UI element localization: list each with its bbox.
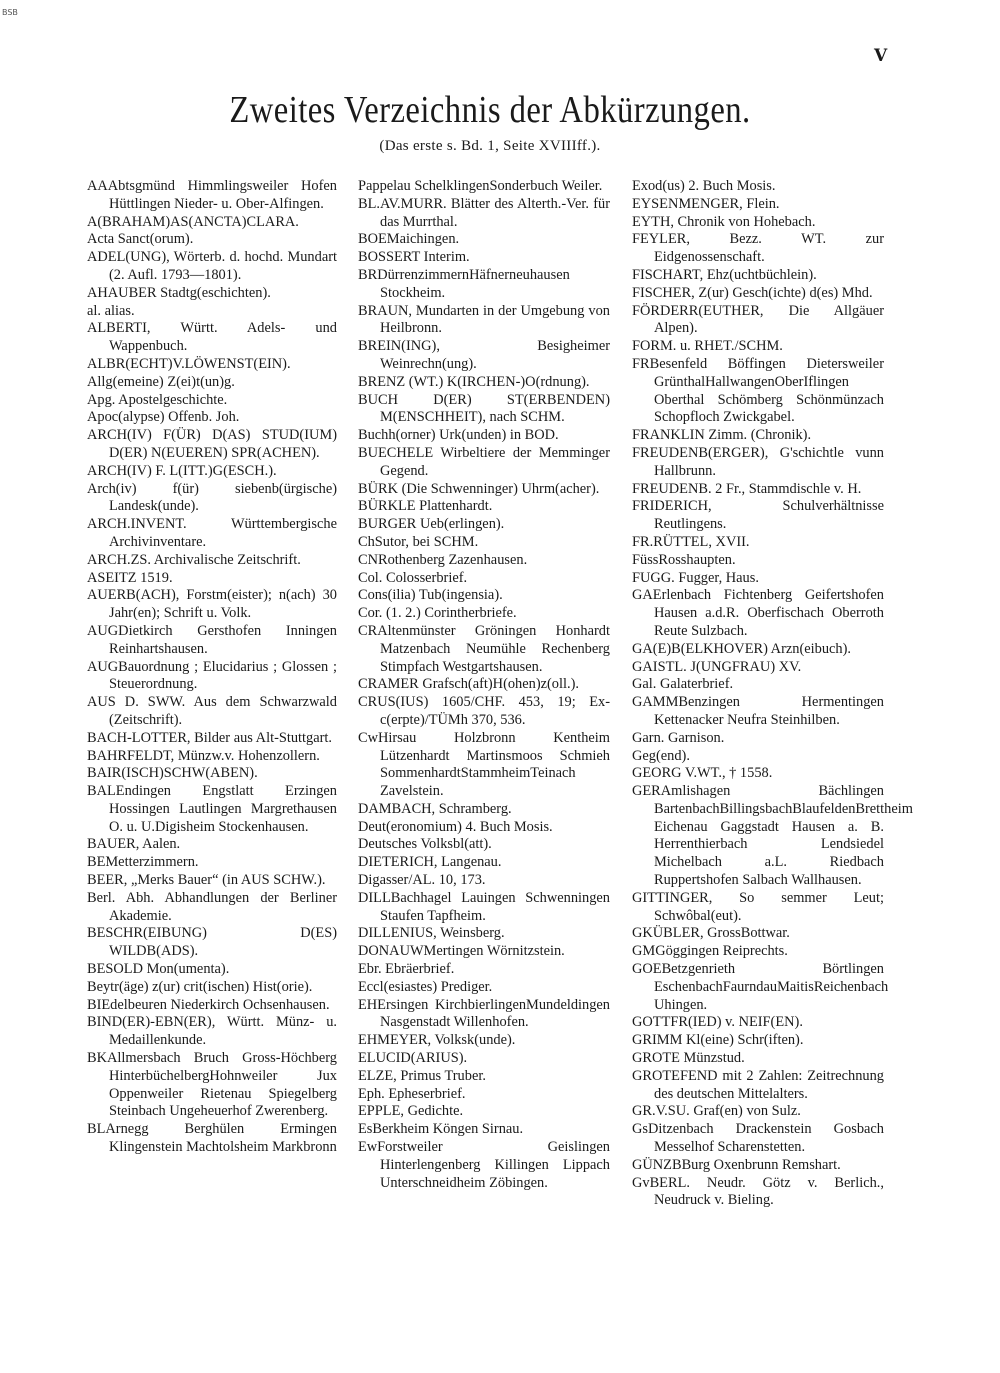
abbreviation-entry: GROTEFEND mit 2 Zahlen: Zeitrechnung des deutschen Mittelalters. (632, 1067, 884, 1102)
abbreviation-entry: FÖRDERR(EUTHER, Die Allgäuer Alpen). (632, 302, 884, 337)
abbreviation-entry: FEYLER, Bezz. WT. zur Eidgenossenschaft. (632, 231, 884, 266)
abbreviation-entry: DIETERICH, Langenau. (358, 854, 502, 871)
abbreviation-entry: BKAllmersbach Bruch Gross-Höchberg HinterbüchelbergHohnweiler Jux Oppenweiler Rietenau Spiegelberg Steinbach Ungeheuerhof Zwerenberg. (87, 1050, 337, 1120)
abbreviation-entry: BOEMaichingen. (358, 231, 460, 248)
abbreviation-entry: FüssRosshaupten. (632, 551, 736, 568)
abbreviation-entry: EwForstweiler Geislingen Hinterlengenberg Killingen Lippach Unterschneidheim Zöbingen. (358, 1139, 610, 1191)
abbreviation-entry: Cor. (1. 2.) Corintherbriefe. (358, 605, 517, 622)
abbreviation-entry: FISCHART, Ehz(uchtbüchlein). (632, 266, 817, 283)
abbreviation-column-2 (358, 178, 610, 1192)
abbreviation-entry: BAHRFELDT, Münzw.v. Hohenzollern. (87, 747, 320, 764)
abbreviation-entry: ALBR(ECHT)V.LÖWENST(EIN). (87, 355, 291, 372)
abbreviation-entry: Ebr. Ebräerbrief. (358, 961, 455, 978)
abbreviation-entry: AUERB(ACH), Forstm(eister); n(ach) 30 Jahr(en); Schrift u. Volk. (87, 587, 337, 622)
abbreviation-entry: Berl. Abh. Abhandlungen der Berliner Akademie. (87, 889, 337, 924)
abbreviation-entry: Apoc(alypse) Offenb. Joh. (87, 409, 240, 426)
abbreviation-entry: BESOLD Mon(umenta). (87, 961, 230, 978)
abbreviation-entry: AUGBauordnung ; Elucidarius ; Glossen ; Steuerordnung. (87, 658, 337, 693)
abbreviation-entry: BALEndingen Engstlatt Erzingen Hossingen Lautlingen Margrethausen O. u. U.Digisheim Stockenhausen. (87, 783, 337, 835)
abbreviation-entry: Gal. Galaterbrief. (632, 676, 734, 693)
abbreviation-entry: GRIMM Kl(eine) Schr(iften). (632, 1032, 804, 1049)
abbreviation-entry: ADEL(UNG), Wörterb. d. hochd. Mundart (2. Aufl. 1793—1801). (87, 249, 337, 283)
abbreviation-entry: BIND(ER)-EBN(ER), Württ. Münz- u. Medaillenkunde. (87, 1014, 337, 1049)
abbreviation-entry: GsDitzenbach Drackenstein Gosbach Messelhof Scharenstetten. (632, 1121, 884, 1156)
abbreviation-entry: Exod(us) 2. Buch Mosis. (632, 178, 776, 194)
abbreviation-entry: ARCH(IV) F. L(ITT.)G(ESCH.). (87, 462, 277, 479)
abbreviation-entry: ARCH.ZS. Archivalische Zeitschrift. (87, 551, 301, 568)
abbreviation-entry: DILLBachhagel Lauingen Schwenningen Staufen Tapfheim. (358, 889, 610, 924)
abbreviation-entry: ELUCID(ARIUS). (358, 1050, 468, 1067)
page-title: Zweites Verzeichnis der Abkürzungen. (229, 89, 751, 131)
abbreviation-entry: BLArnegg Berghülen Ermingen Klingenstein Machtolsheim Markbronn (87, 1121, 337, 1156)
abbreviation-entry: GvBERL. Neudr. Götz v. Berlich., Neudruck v. Bieling. (632, 1174, 884, 1209)
abbreviation-entry: GROTE Münzstud. (632, 1050, 745, 1067)
abbreviation-entry: EsBerkheim Köngen Sirnau. (358, 1121, 524, 1138)
abbreviation-entry: CNRothenberg Zazenhausen. (358, 551, 528, 568)
abbreviation-entry: EHErsingen KirchbierlingenMundeldingen Nasgenstadt Willenhofen. (358, 996, 610, 1031)
abbreviation-entry: Digasser/AL. 10, 173. (358, 872, 486, 889)
abbreviation-entry: DONAUWMertingen Wörnitzstein. (358, 943, 565, 960)
abbreviation-entry: CRUS(IUS) 1605/CHF. 453, 19; Ex-c(erpte)/TÜMh 370, 536. (358, 694, 610, 728)
abbreviation-column-1 (87, 178, 337, 1157)
abbreviation-entry: BESCHR(EIBUNG) D(ES) WILDB(ADS). (87, 925, 337, 960)
abbreviation-entry: CwHirsau Holzbronn Kentheim Lützenhardt Martinsmoos Schmieh SommenhardtStammheimTeinach Zavelstein. (358, 729, 610, 800)
abbreviation-entry: BAIR(ISCH)SCHW(ABEN). (87, 765, 258, 782)
abbreviation-entry: GR.V.SU. Graf(en) von Sulz. (632, 1103, 801, 1120)
abbreviation-entry: GAErlenbach Fichtenberg Geifertshofen Hausen a.d.R. Oberfischach Oberroth Reute Sulzbach. (632, 587, 884, 639)
abbreviation-entry: EYSENMENGER, Flein. (632, 195, 780, 212)
abbreviation-entry: EPPLE, Gedichte. (358, 1103, 464, 1120)
abbreviation-entry: BREIN(ING), Besigheimer Weinrechn(ung). (358, 338, 610, 372)
abbreviation-entry: GAISTL. J(UNGFRAU) XV. (632, 658, 802, 675)
abbreviation-entry: Col. Colosserbrief. (358, 569, 468, 586)
abbreviation-entry: GKÜBLER, GrossBottwar. (632, 925, 790, 942)
abbreviation-entry: A(BRAHAM)AS(ANCTA)CLARA. (87, 213, 299, 230)
abbreviation-entry: Pappelau SchelklingenSonderbuch Weiler. (358, 178, 603, 194)
abbreviation-entry: FREUDENB. 2 Fr., Stammdischle v. H. (632, 480, 862, 497)
abbreviation-entry: BRDürrenzimmernHäfnerneuhausen Stockheim. (358, 266, 570, 301)
abbreviation-entry: ChSutor, bei SCHM. (358, 533, 479, 550)
abbreviation-entry: GEORG V.WT., † 1558. (632, 765, 773, 782)
abbreviation-entry: AUS D. SWW. Aus dem Schwarzwald (Zeitschrift). (87, 694, 337, 728)
abbreviation-entry: GMGöggingen Reiprechts. (632, 943, 788, 960)
abbreviation-entry: GAMMBenzingen Hermentingen Kettenacker Neufra Steinhilben. (632, 694, 884, 728)
page-subtitle: (Das erste s. Bd. 1, Seite XVIIIff.). (379, 138, 601, 154)
abbreviation-entry: BACH-LOTTER, Bilder aus Alt-Stuttgart. (87, 729, 333, 746)
abbreviation-entry: GÜNZBBurg Oxenbrunn Remshart. (632, 1156, 841, 1173)
abbreviation-entry: GERAmlishagen Bächlingen BartenbachBillingsbachBlaufeldenBrettheim Eichenau Gaggstadt Hausen a. B. Herrenthierbach Lendsiedel Michelbach a.L. Riedbach Ruppertshofen Salbach Wallhausen. (632, 783, 913, 889)
abbreviation-entry: ALBERTI, Württ. Adels- und Wappenbuch. (87, 320, 337, 355)
abbreviation-entry: CRAMER Grafsch(aft)H(ohen)z(oll.). (358, 676, 579, 693)
abbreviation-entry: CRAltenmünster Gröningen Honhardt Matzenbach Neumühle Rechenberg Stimpfach Westgartshausen. (358, 622, 610, 675)
abbreviation-entry: EHMEYER, Volksk(unde). (358, 1032, 516, 1049)
abbreviation-entry: BOSSERT Interim. (358, 249, 470, 266)
abbreviation-entry: AAAbtsgmünd Himmlingsweiler Hofen Hüttlingen Nieder- u. Ober-Alfingen. (87, 178, 337, 212)
abbreviation-entry: BEER, „Merks Bauer“ (in AUS SCHW.). (87, 872, 326, 889)
abbreviation-entry: FRANKLIN Zimm. (Chronik). (632, 427, 812, 444)
abbreviation-entry: BRAUN, Mundarten in der Umgebung von Heilbronn. (358, 302, 610, 337)
abbreviation-entry: FR.RÜTTEL, XVII. (632, 533, 750, 550)
abbreviation-entry: Arch(iv) f(ür) siebenb(ürgische) Landesk(unde). (87, 480, 337, 515)
abbreviation-entry: Deutsches Volksbl(att). (358, 836, 492, 853)
abbreviation-entry: Eph. Epheserbrief. (358, 1085, 466, 1102)
abbreviation-column-3 (632, 178, 913, 1210)
abbreviation-entry: BURGER Ueb(erlingen). (358, 516, 505, 533)
abbreviation-entry: GOEBetzgenrieth Börtlingen EschenbachFaurndauMaitisReichenbach Uhingen. (632, 961, 889, 1013)
page-number: V (874, 46, 888, 66)
abbreviation-entry: al. alias. (87, 302, 135, 319)
abbreviation-entry: FORM. u. RHET./SCHM. (632, 338, 783, 355)
abbreviation-entry: FISCHER, Z(ur) Gesch(ichte) d(es) Mhd. (632, 284, 873, 301)
abbreviation-entry: Acta Sanct(orum). (87, 231, 194, 248)
abbreviation-entry: Geg(end). (632, 747, 690, 764)
abbreviation-entry: Allg(emeine) Z(ei)t(un)g. (87, 373, 235, 390)
abbreviation-entry: ARCH.INVENT. Württembergische Archivinventare. (87, 516, 337, 550)
abbreviation-entry: BÜRK (Die Schwenninger) Uhrm(acher). (358, 480, 600, 497)
abbreviation-entry: ASEITZ 1519. (87, 569, 173, 586)
abbreviation-entry: DAMBACH, Schramberg. (358, 800, 512, 817)
abbreviation-entry: FRBesenfeld Böffingen Dietersweiler GrünthalHallwangenOberIflingen Oberthal Schömberg Schönmünzach Schopfloch Zwickgabel. (632, 355, 884, 426)
abbreviation-entry: GITTINGER, So semmer Leut; Schwôbal(eut). (632, 889, 884, 924)
abbreviation-entry: GA(E)B(ELKHOVER) Arzn(eibuch). (632, 640, 851, 657)
abbreviation-entry: Eccl(esiastes) Prediger. (358, 978, 493, 995)
abbreviation-entry: AHAUBER Stadtg(eschichten). (87, 284, 271, 301)
abbreviation-entry: DILLENIUS, Weinsberg. (358, 925, 505, 942)
abbreviation-entry: BRENZ (WT.) K(IRCHEN-)O(rdnung). (358, 373, 590, 390)
abbreviation-entry: Apg. Apostelgeschichte. (87, 391, 228, 408)
abbreviation-entry: FREUDENB(ERGER), G'schichtle vunn Hallbrunn. (632, 444, 884, 479)
abbreviation-entry: FUGG. Fugger, Haus. (632, 569, 759, 586)
abbreviation-entry: BEMetterzimmern. (87, 854, 199, 871)
abbreviation-entry: Beytr(äge) z(ur) crit(ischen) Hist(orie). (87, 978, 313, 995)
abbreviation-entry: Buchh(orner) Urk(unden) in BOD. (358, 427, 559, 444)
abbreviation-entry: BUECHELE Wirbeltiere der Memminger Gegend. (358, 444, 610, 479)
abbreviation-entry: EYTH, Chronik von Hohebach. (632, 213, 816, 230)
abbreviation-entry: ELZE, Primus Truber. (358, 1067, 486, 1084)
abbreviation-entry: BIEdelbeuren Niederkirch Ochsenhausen. (87, 996, 330, 1013)
abbreviation-entry: BAUER, Aalen. (87, 836, 181, 853)
abbreviation-entry: FRIDERICH, Schulverhältnisse Reutlingens. (632, 498, 884, 533)
abbreviation-entry: Deut(eronomium) 4. Buch Mosis. (358, 818, 553, 835)
abbreviation-entry: AUGDietkirch Gersthofen Inningen Reinhartshausen. (87, 622, 337, 657)
abbreviation-entry: ARCH(IV) F(ÜR) D(AS) STUD(IUM) D(ER) N(EUEREN) SPR(ACHEN). (87, 427, 337, 461)
abbreviation-entry: GOTTFR(IED) v. NEIF(EN). (632, 1014, 803, 1031)
abbreviation-entry: Garn. Garnison. (632, 729, 725, 746)
abbreviation-entry: Cons(ilia) Tub(ingensia). (358, 587, 503, 604)
abbreviation-entry: BUCH D(ER) ST(ERBENDEN) M(ENSCHHEIT), nach SCHM. (358, 391, 610, 426)
abbreviation-entry: BL.AV.MURR. Blätter des Alterth.-Ver. für das Murrthal. (358, 195, 610, 230)
abbreviation-entry: BÜRKLE Plattenhardt. (358, 498, 493, 515)
library-stamp: BSB (2, 8, 18, 17)
